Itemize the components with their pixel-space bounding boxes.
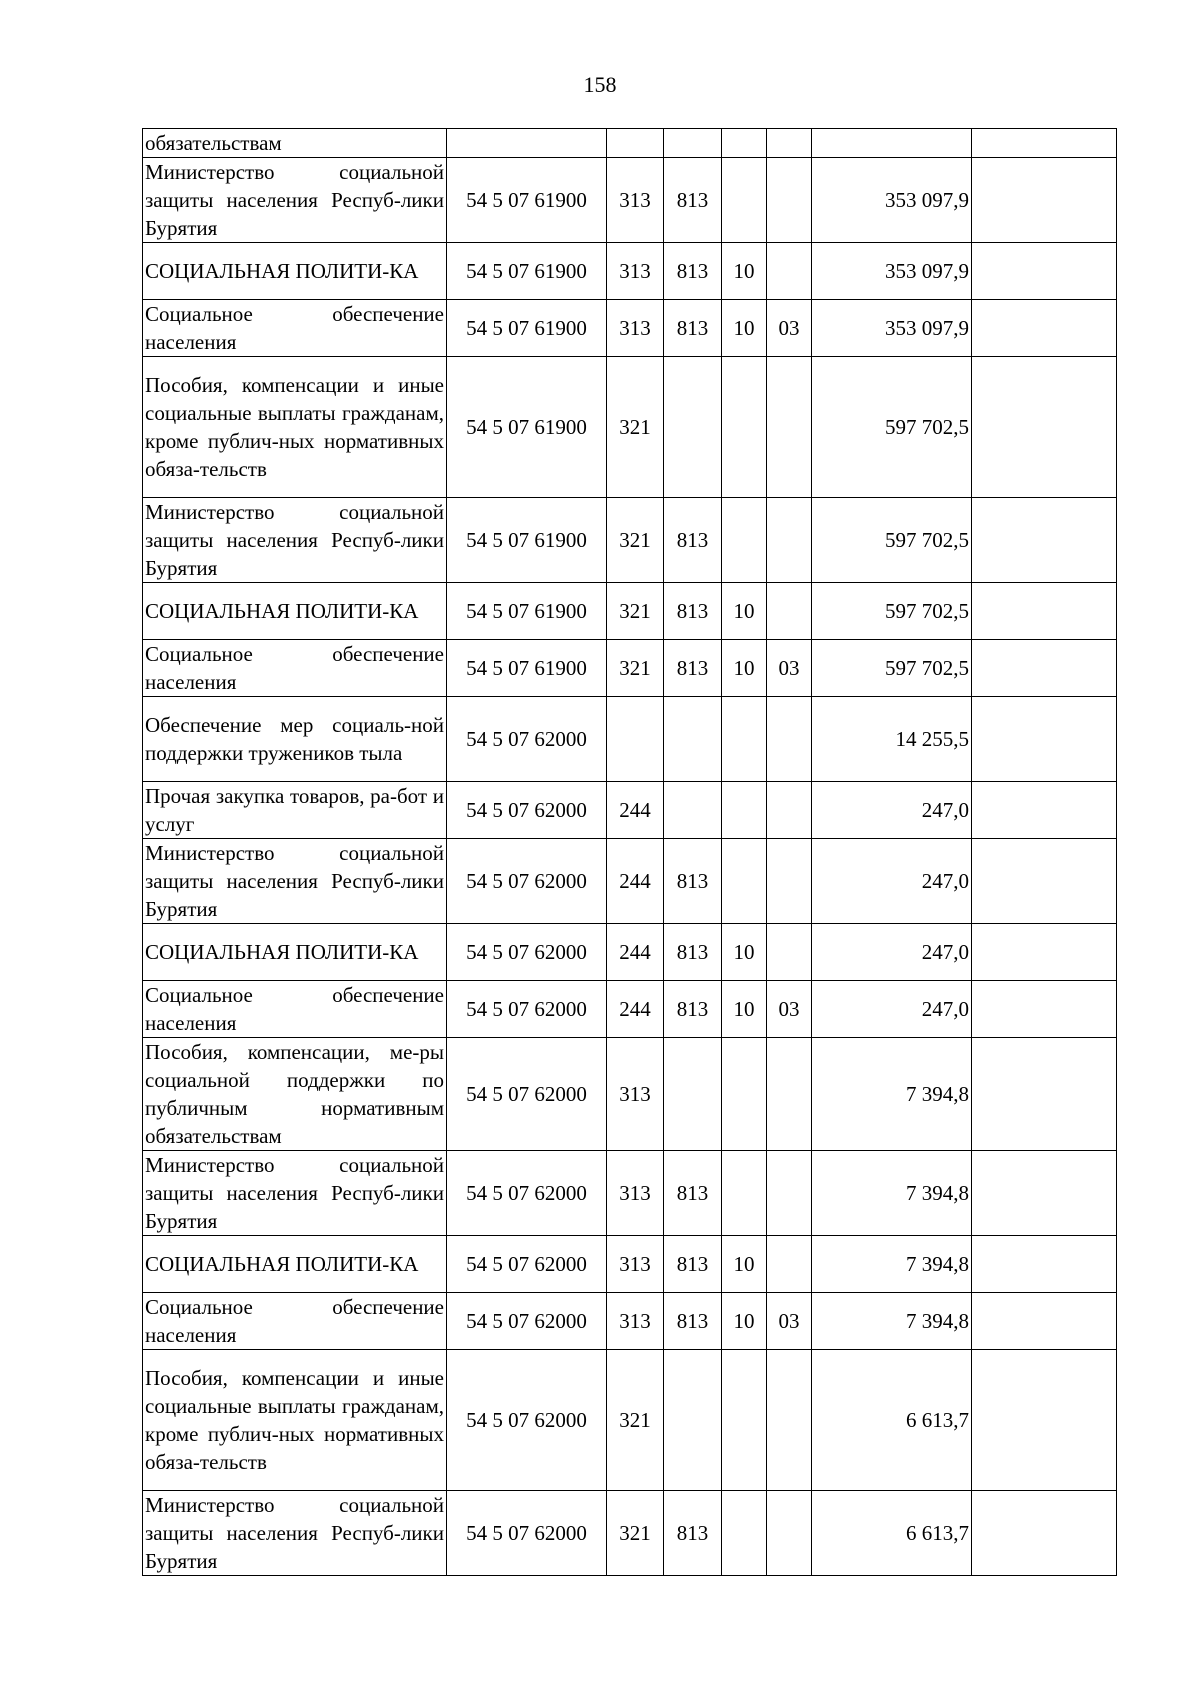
- amount-cell: 247,0: [812, 924, 972, 981]
- table-row: [143, 1151, 1117, 1236]
- extra-amount-cell: [972, 357, 1117, 498]
- table-row: [143, 1491, 1117, 1576]
- subsection-code-cell: [767, 1236, 812, 1293]
- expense-type-cell: 321: [607, 357, 664, 498]
- extra-amount-cell: [972, 981, 1117, 1038]
- administrator-code-cell: 813: [664, 243, 722, 300]
- amount-cell: [812, 129, 972, 158]
- row-name-cell: Социальное обеспечение населения: [143, 981, 447, 1038]
- subsection-code-cell: [767, 357, 812, 498]
- target-article-code-cell: 54 5 07 62000: [447, 1236, 607, 1293]
- row-name-cell: Министерство социальной защиты населения Респуб-лики Бурятия: [143, 498, 447, 583]
- subsection-code-cell: [767, 924, 812, 981]
- administrator-code-cell: [664, 697, 722, 782]
- expense-type-cell: 244: [607, 924, 664, 981]
- subsection-code-cell: [767, 839, 812, 924]
- row-name-cell: Министерство социальной защиты населения Респуб-лики Бурятия: [143, 1151, 447, 1236]
- extra-amount-cell: [972, 158, 1117, 243]
- subsection-code-cell: 03: [767, 981, 812, 1038]
- amount-cell: 247,0: [812, 782, 972, 839]
- expense-type-cell: 313: [607, 1236, 664, 1293]
- section-code-cell: [722, 839, 767, 924]
- section-code-cell: [722, 1151, 767, 1236]
- table-row: [143, 1236, 1117, 1293]
- target-article-code-cell: 54 5 07 61900: [447, 640, 607, 697]
- administrator-code-cell: 813: [664, 1151, 722, 1236]
- table-row: [143, 300, 1117, 357]
- subsection-code-cell: 03: [767, 1293, 812, 1350]
- extra-amount-cell: [972, 583, 1117, 640]
- extra-amount-cell: [972, 243, 1117, 300]
- subsection-code-cell: [767, 782, 812, 839]
- administrator-code-cell: 813: [664, 1491, 722, 1576]
- expense-type-cell: 244: [607, 839, 664, 924]
- extra-amount-cell: [972, 1293, 1117, 1350]
- extra-amount-cell: [972, 839, 1117, 924]
- extra-amount-cell: [972, 640, 1117, 697]
- target-article-code-cell: 54 5 07 61900: [447, 158, 607, 243]
- expense-type-cell: 313: [607, 1151, 664, 1236]
- amount-cell: 7 394,8: [812, 1038, 972, 1151]
- expense-type-cell: 313: [607, 1293, 664, 1350]
- section-code-cell: 10: [722, 981, 767, 1038]
- table-row: [143, 357, 1117, 498]
- target-article-code-cell: 54 5 07 62000: [447, 1293, 607, 1350]
- table-row: [143, 1293, 1117, 1350]
- amount-cell: 247,0: [812, 839, 972, 924]
- subsection-code-cell: 03: [767, 300, 812, 357]
- administrator-code-cell: 813: [664, 1236, 722, 1293]
- table-row: [143, 839, 1117, 924]
- table-row: [143, 640, 1117, 697]
- extra-amount-cell: [972, 498, 1117, 583]
- amount-cell: 14 255,5: [812, 697, 972, 782]
- row-name-cell: Пособия, компенсации и иные социальные выплаты гражданам, кроме публич-ных нормативных обяза-тельств: [143, 357, 447, 498]
- extra-amount-cell: [972, 1151, 1117, 1236]
- table-row: [143, 158, 1117, 243]
- amount-cell: 597 702,5: [812, 583, 972, 640]
- subsection-code-cell: [767, 583, 812, 640]
- target-article-code-cell: 54 5 07 61900: [447, 498, 607, 583]
- table-row: [143, 981, 1117, 1038]
- section-code-cell: 10: [722, 300, 767, 357]
- target-article-code-cell: 54 5 07 62000: [447, 1151, 607, 1236]
- section-code-cell: [722, 782, 767, 839]
- budget-table-body: [143, 129, 1117, 1576]
- target-article-code-cell: 54 5 07 62000: [447, 1038, 607, 1151]
- table-row: [143, 583, 1117, 640]
- subsection-code-cell: [767, 1151, 812, 1236]
- administrator-code-cell: [664, 129, 722, 158]
- administrator-code-cell: [664, 1038, 722, 1151]
- subsection-code-cell: [767, 1038, 812, 1151]
- section-code-cell: [722, 357, 767, 498]
- subsection-code-cell: [767, 158, 812, 243]
- extra-amount-cell: [972, 129, 1117, 158]
- target-article-code-cell: 54 5 07 62000: [447, 1491, 607, 1576]
- extra-amount-cell: [972, 924, 1117, 981]
- row-name-cell: СОЦИАЛЬНАЯ ПОЛИТИ-КА: [143, 243, 447, 300]
- table-row: [143, 782, 1117, 839]
- row-name-cell: Социальное обеспечение населения: [143, 640, 447, 697]
- subsection-code-cell: [767, 129, 812, 158]
- extra-amount-cell: [972, 782, 1117, 839]
- table-row: [143, 1038, 1117, 1151]
- section-code-cell: [722, 158, 767, 243]
- row-name-cell: Министерство социальной защиты населения Респуб-лики Бурятия: [143, 839, 447, 924]
- table-row: [143, 243, 1117, 300]
- section-code-cell: [722, 1350, 767, 1491]
- expense-type-cell: 313: [607, 300, 664, 357]
- administrator-code-cell: [664, 1350, 722, 1491]
- administrator-code-cell: 813: [664, 300, 722, 357]
- administrator-code-cell: [664, 782, 722, 839]
- row-name-cell: СОЦИАЛЬНАЯ ПОЛИТИ-КА: [143, 924, 447, 981]
- amount-cell: 353 097,9: [812, 243, 972, 300]
- amount-cell: 6 613,7: [812, 1491, 972, 1576]
- section-code-cell: [722, 1491, 767, 1576]
- table-row: [143, 498, 1117, 583]
- expense-type-cell: 321: [607, 640, 664, 697]
- target-article-code-cell: 54 5 07 62000: [447, 1350, 607, 1491]
- administrator-code-cell: 813: [664, 1293, 722, 1350]
- extra-amount-cell: [972, 1038, 1117, 1151]
- target-article-code-cell: 54 5 07 62000: [447, 697, 607, 782]
- section-code-cell: [722, 498, 767, 583]
- administrator-code-cell: 813: [664, 839, 722, 924]
- section-code-cell: [722, 697, 767, 782]
- amount-cell: 7 394,8: [812, 1236, 972, 1293]
- administrator-code-cell: 813: [664, 158, 722, 243]
- section-code-cell: 10: [722, 1236, 767, 1293]
- row-name-cell: СОЦИАЛЬНАЯ ПОЛИТИ-КА: [143, 1236, 447, 1293]
- administrator-code-cell: 813: [664, 981, 722, 1038]
- expense-type-cell: 321: [607, 1350, 664, 1491]
- amount-cell: 597 702,5: [812, 640, 972, 697]
- row-name-cell: Социальное обеспечение населения: [143, 1293, 447, 1350]
- target-article-code-cell: 54 5 07 61900: [447, 243, 607, 300]
- expense-type-cell: 244: [607, 782, 664, 839]
- section-code-cell: [722, 1038, 767, 1151]
- row-name-cell: Министерство социальной защиты населения Респуб-лики Бурятия: [143, 1491, 447, 1576]
- row-name-cell: Прочая закупка товаров, ра-бот и услуг: [143, 782, 447, 839]
- section-code-cell: 10: [722, 640, 767, 697]
- row-name-cell: обязательствам: [143, 129, 447, 158]
- expense-type-cell: 313: [607, 243, 664, 300]
- row-name-cell: Социальное обеспечение населения: [143, 300, 447, 357]
- expense-type-cell: 313: [607, 1038, 664, 1151]
- budget-table: [142, 128, 1117, 1576]
- section-code-cell: [722, 129, 767, 158]
- target-article-code-cell: 54 5 07 62000: [447, 782, 607, 839]
- subsection-code-cell: 03: [767, 640, 812, 697]
- amount-cell: 353 097,9: [812, 158, 972, 243]
- subsection-code-cell: [767, 1350, 812, 1491]
- table-row: [143, 129, 1117, 158]
- page-number: 158: [583, 72, 617, 97]
- expense-type-cell: 321: [607, 583, 664, 640]
- subsection-code-cell: [767, 1491, 812, 1576]
- target-article-code-cell: 54 5 07 61900: [447, 357, 607, 498]
- administrator-code-cell: 813: [664, 924, 722, 981]
- target-article-code-cell: 54 5 07 62000: [447, 839, 607, 924]
- target-article-code-cell: 54 5 07 61900: [447, 583, 607, 640]
- expense-type-cell: 321: [607, 1491, 664, 1576]
- row-name-cell: СОЦИАЛЬНАЯ ПОЛИТИ-КА: [143, 583, 447, 640]
- amount-cell: 597 702,5: [812, 498, 972, 583]
- expense-type-cell: [607, 697, 664, 782]
- amount-cell: 7 394,8: [812, 1293, 972, 1350]
- extra-amount-cell: [972, 697, 1117, 782]
- extra-amount-cell: [972, 1236, 1117, 1293]
- table-row: [143, 697, 1117, 782]
- amount-cell: 6 613,7: [812, 1350, 972, 1491]
- target-article-code-cell: 54 5 07 61900: [447, 300, 607, 357]
- row-name-cell: Пособия, компенсации, ме-ры социальной поддержки по публичным нормативным обязательствам: [143, 1038, 447, 1151]
- subsection-code-cell: [767, 697, 812, 782]
- administrator-code-cell: 813: [664, 583, 722, 640]
- administrator-code-cell: 813: [664, 640, 722, 697]
- extra-amount-cell: [972, 300, 1117, 357]
- section-code-cell: 10: [722, 1293, 767, 1350]
- section-code-cell: 10: [722, 243, 767, 300]
- expense-type-cell: 321: [607, 498, 664, 583]
- amount-cell: 7 394,8: [812, 1151, 972, 1236]
- target-article-code-cell: 54 5 07 62000: [447, 981, 607, 1038]
- amount-cell: 353 097,9: [812, 300, 972, 357]
- extra-amount-cell: [972, 1491, 1117, 1576]
- row-name-cell: Министерство социальной защиты населения Респуб-лики Бурятия: [143, 158, 447, 243]
- row-name-cell: Обеспечение мер социаль-ной поддержки тружеников тыла: [143, 697, 447, 782]
- section-code-cell: 10: [722, 924, 767, 981]
- expense-type-cell: 244: [607, 981, 664, 1038]
- table-row: [143, 1350, 1117, 1491]
- amount-cell: 597 702,5: [812, 357, 972, 498]
- subsection-code-cell: [767, 498, 812, 583]
- administrator-code-cell: 813: [664, 498, 722, 583]
- target-article-code-cell: 54 5 07 62000: [447, 924, 607, 981]
- table-row: [143, 924, 1117, 981]
- extra-amount-cell: [972, 1350, 1117, 1491]
- subsection-code-cell: [767, 243, 812, 300]
- target-article-code-cell: [447, 129, 607, 158]
- expense-type-cell: 313: [607, 158, 664, 243]
- section-code-cell: 10: [722, 583, 767, 640]
- amount-cell: 247,0: [812, 981, 972, 1038]
- expense-type-cell: [607, 129, 664, 158]
- row-name-cell: Пособия, компенсации и иные социальные выплаты гражданам, кроме публич-ных нормативных обяза-тельств: [143, 1350, 447, 1491]
- administrator-code-cell: [664, 357, 722, 498]
